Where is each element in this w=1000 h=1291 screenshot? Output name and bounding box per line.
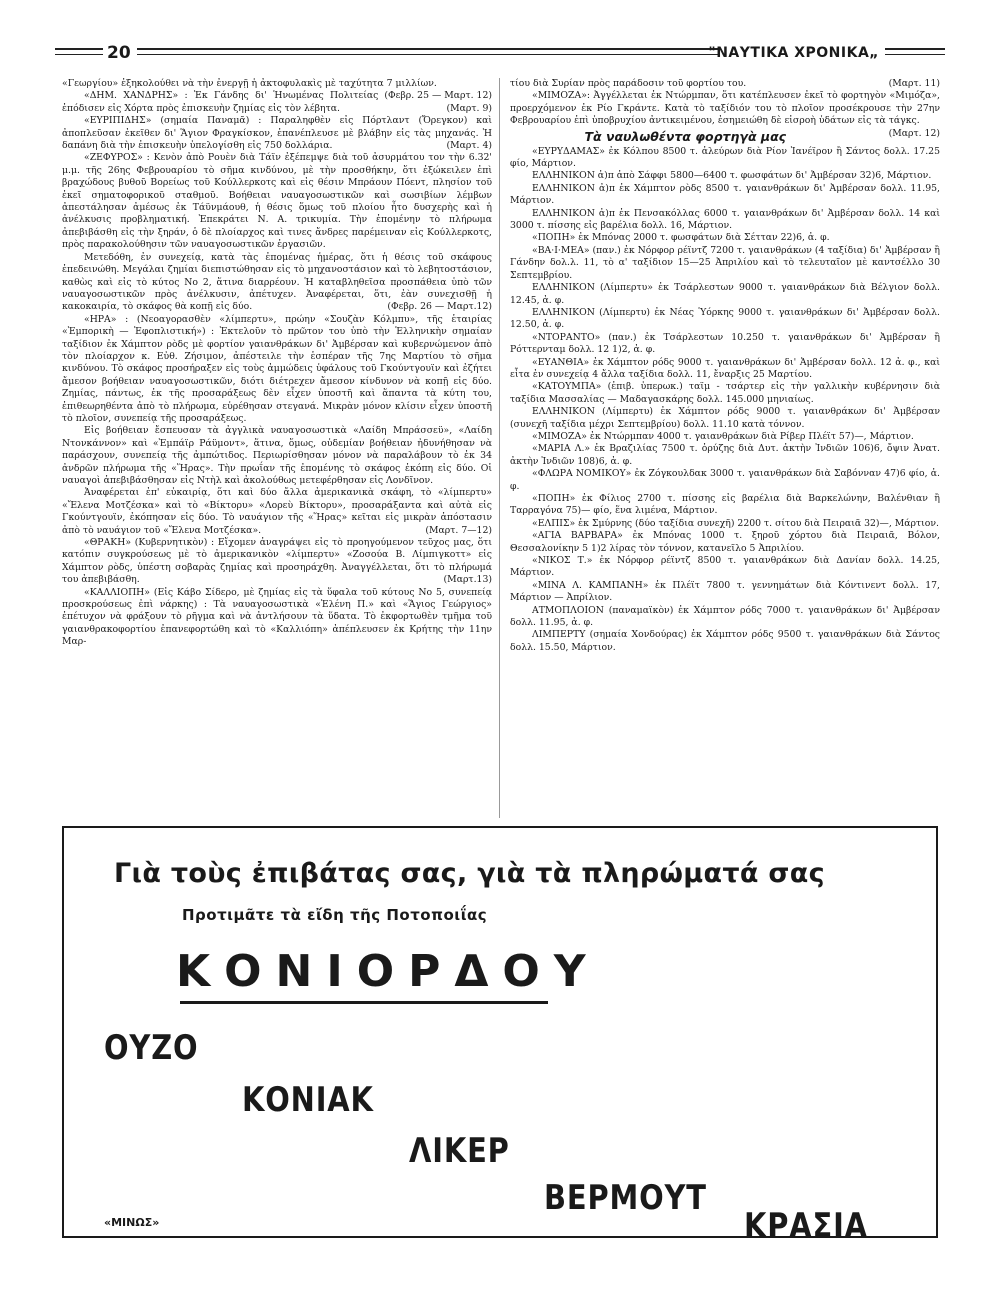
ad-brand: ΚΟΝΙΟΡΔΟΥ	[176, 946, 600, 997]
left-report-date: (Μαρτ. 9)	[446, 102, 492, 114]
charter-paragraph: ΕΛΛΗΝΙΚΟΝ (Λίμπερτυ» ἐκ Τσάρλεστων 9000 τ. γαιανθράκων διὰ Βέλγιον δολλ. 12.45, ἀ. φ.	[510, 282, 940, 306]
header-rule-right-thin	[885, 54, 945, 55]
left-report-text: «ΖΕΦΥΡΟΣ» : Κενὸν ἀπὸ Ρουὲν διὰ Τάϊν ἐξέπεμψε διὰ τοῦ ἀσυρμάτου τον τὴν 6.32' μ.μ. τῆς 26ης Φεβρουαρίου τὸ σῆμα κινδύνου, μὲ τὴν προσθήκην, ὅτι ἐξώκειλεν ἐπὶ βραχώδους βυθοῦ Βορείως τοῦ Κούλλερκοτς καὶ εἰς θέσιν Μπράουν Πόεντ, πλησίον τοῦ ἐκεῖ σηματοφορικοῦ σταθμοῦ. Βοήθειαι ναυαγοσωστικῶν καὶ σωσιβίων λέμβων ἀπεστάλησαν ἀμέσως ἐκ Τάϋνμάουθ, ἡ θέσις ὅμως τοῦ πλοίου ἦτο δυσχερὴς καὶ ἡ ἀνέλκυσις προβληματική. Ἐπεκράτει Ν. Α. τρικυμία. Τὴν ἐπομένην τὸ πλήρωμα ἀπεβιβάσθη εἰς τὴν ξηράν, ὁ δὲ πλοίαρχος καὶ τινες ἄνδρες παρέμειναν εἰς Κούλλερκοτς, πρὸς παρακολούθησιν τῶν ναυαγοσωστικῶν ἐργασιῶν.	[62, 152, 492, 251]
charter-paragraph: «ΠΟΠΗ» ἐκ Μπόνας 2000 τ. φωσφάτων διὰ Σέτταν 22)6, ἀ. φ.	[532, 232, 830, 244]
header-rule-right	[885, 48, 945, 50]
left-report-paragraph	[62, 252, 492, 314]
charter-paragraph: ΕΛΛΗΝΙΚΟΝ (Λίμπερτυ) ἐκ Νέας Ὑόρκης 9000 τ. γαιανθράκων δι' Ἀμβέρσαν δολλ. 12.50, ἀ. φ.	[510, 306, 940, 331]
ad-signature: «ΜΙΝΩΣ»	[104, 1216, 160, 1229]
charter-paragraph: «ΑΓΙΑ ΒΑΡΒΑΡΑ» ἐκ Μπόνας 1000 τ. ξηροῦ χόρτου διὰ Πειραιᾶ, Βόλον, Θεσσαλονίκην 5 1)2 λίρας τὸν τόννον, κατανεῖλο 5 Ἀπριλίου.	[510, 530, 940, 554]
right-report-text: «ΜΙΜΟΖΑ»: Ἀγγέλλεται ἐκ Ντώρμπαν, ὅτι κατέπλευσεν ἐκεῖ τὸ φορτηγὸν «Μιμόζα», προερχόμενον ἐκ Ρίο Γκράντε. Κατὰ τὸ ταξίδιόν του τὸ πλοῖον προσέκρουσε τὴν 27ην Φεβρουαρίου ἐπὶ ὑποβρυχίου ἀντικειμένου, ἐσημειώθη δὲ εἰσροὴ ὑδάτων εἰς τὰ τάγκς.	[510, 90, 940, 127]
left-report-paragraph	[62, 152, 492, 251]
left-column	[62, 78, 492, 649]
left-report-text: Εἰς βοήθειαν ἔσπευσαν τὰ ἀγγλικὰ ναυαγοσωστικὰ «Λαίδη Μπράσσεϋ», «Λαίδη Ντονκάννον» καὶ «Ἐμπάϊρ Ράϋμοντ», ἅτινα, ὅμως, οὐδεμίαν βοήθειαν ἠδυνήθησαν νὰ παράσχουν, συνεπείᾳ τῆς ἀμπώτιδος. Περιωρίσθησαν μόνον νὰ παραλάβουν τὸ ἐκ 34 ἀνδρῶν πλήρωμα τῆς «Ἥρας». Τὴν πρωΐαν τῆς ἐπομένης τὸ σκάφος ἐκόπη εἰς δύο. Οἱ ναυαγοὶ ἀπεβιβάσθησαν εἰς Ντὴλ καὶ ἀκολούθως μετεφέρθησαν εἰς Λονδῖνον.	[62, 425, 492, 486]
ad-subheadline: Προτιμᾶτε τὰ εἴδη τῆς Ποτοποιΐας	[182, 906, 488, 924]
charter-paragraph: «ΜΙΜΟΖΑ» ἐκ Ντώρμπαν 4000 τ. γαιανθράκων διὰ Ρίβερ Πλέϊτ 57)—, Μάρτιον.	[532, 430, 914, 442]
right-report-date: (Μαρτ. 11)	[888, 78, 940, 89]
charter-paragraph: «ΕΛΠΙΣ» ἐκ Σμύρνης (δύο ταξίδια συνεχῆ) 2200 τ. σίτου διὰ Πειραιᾶ 32)—, Μάρτιον.	[532, 517, 939, 529]
header-rule-left	[55, 48, 103, 50]
ad-brand-underline	[180, 1001, 548, 1004]
header-rule-middle	[137, 48, 719, 50]
right-report-text: τίου διὰ Συρίαν πρὸς παράδοσιν τοῦ φορτίου του.	[510, 78, 747, 89]
left-report-date: (Μαρτ.13)	[443, 574, 492, 586]
left-report-text: «ΔΗΜ. ΧΑΝΔΡΗΣ» : Ἐκ Γάνδης δι' Ἡνωμένας Πολιτείας ἐπόδισεν εἰς Χόρτα πρὸς ἐπισκευὴν ζημίας εἰς τὸν λέβητα.	[62, 90, 379, 114]
left-report-date: (Μαρτ. 7—12)	[425, 524, 492, 536]
page-header	[55, 44, 945, 66]
charter-paragraph: ΕΛΛΗΝΙΚΟΝ (Λίμπερτυ) ἐκ Χάμπτον ρόδς 9000 τ. γαιανθράκων δι' Ἀμβέρσαν (συνεχῆ ταξίδια μέχρι Σεπτεμβρίου) δολλ. 11.10 κατὰ τόννον.	[510, 406, 940, 430]
charter-paragraph: ΕΛΛΗΝΙΚΟΝ ἀ)π ἐκ Χάμπτον ρὸδς 8500 τ. γαιανθράκων δι' Ἀμβέρσαν δολλ. 11.95, Μάρτιον.	[510, 182, 940, 207]
ad-product-liker: ΛΙΚΕΡ	[409, 1131, 510, 1171]
charter-paragraph: ΕΛΛΗΝΙΚΟΝ ἀ)π ἐκ Πενσακόλλας 6000 τ. γαιανθράκων δι' Ἀμβέρσαν δολλ. 14 καὶ 3000 τ. πίσσης εἰς βαρέλια δολλ. 16, Μάρτιον.	[510, 207, 940, 232]
left-report-date: (Φεβρ. 25 — Μαρτ. 12)	[384, 90, 492, 102]
left-report-paragraph	[62, 314, 492, 426]
right-column	[510, 78, 940, 654]
charter-paragraph: «ΦΛΩΡΑ ΝΟΜΙΚΟΥ» ἐκ Ζόγκουλδακ 3000 τ. γαιανθράκων διὰ Σαβόνναν 47)6 φίο, ἀ. φ.	[510, 468, 940, 492]
left-report-paragraph	[62, 425, 492, 487]
charter-paragraph: «ΕΥΡΥΔΑΜΑΣ» ἐκ Κόλπου 8500 τ. ἀλεύρων διὰ Ρίον Ἰανέϊρον ἢ Σάντος δολλ. 17.25 φίο, Μάρτιον.	[510, 145, 940, 170]
ad-product-vermout: ΒΕΡΜΟΥΤ	[544, 1178, 707, 1218]
header-rule-middle-thin	[137, 54, 719, 55]
right-report-paragraph	[510, 78, 940, 90]
left-report-text: «ΚΑΛΛΙΟΠΗ» (Εἰς Κάβο Σίδερο, μὲ ζημίας εἰς τὰ ὕφαλα τοῦ κύτους Νο 5, συνεπείᾳ προσκρούσεως ἐπὶ νάρκης) : Τὰ ναυαγοσωστικὰ «Ἑλένη Π.» καὶ «Ἅγιος Γεώργιος» ἐπέτυχον νὰ φράξουν τὸ ρῆγμα καὶ νὰ ἀντλήσουν τὰ ὕδατα. Τὸ ἐκφορτωθὲν τμῆμα τοῦ γαιανθρακοφορτίου ἐπανεφορτώθη καὶ τὸ «Καλλιόπη» ἀπέπλευσεν ἐκ Κρήτης τὴν 11ην Μαρ-	[62, 586, 492, 648]
charter-paragraph: «ΠΟΠΗ» ἐκ Φίλιος 2700 τ. πίσσης εἰς βαρέλια διὰ Βαρκελώνην, Βαλένθιαν ἢ Ταρραγόνα 75)— φίο, ἕνα λιμένα, Μάρτιον.	[510, 493, 940, 517]
left-report-text: «ΘΡΑΚΗ» (Κυβερνητικὸν) : Εἴχομεν ἀναγράψει εἰς τὸ προηγούμενον τεῦχος μας, ὅτι κατόπιν συγκρούσεως μὲ τὸ ἀμερικανικὸν «λίμπερτυ» «Ζοσούα Β. Λίμπιγκοττ» εἰς Χάμπτον ρὸδς, ὑπέστη σοβαρὰς ζημίας καὶ προσηράχθη. Ἀναγγέλλεται, ὅτι τὸ πλήρωμά του ἀπεβιβάσθη.	[62, 537, 492, 586]
charter-paragraph: ΕΛΛΗΝΙΚΟΝ ἀ)π ἀπὸ Σάφφι 5800—6400 τ. φωσφάτων δι' Ἀμβέρσαν 32)6, Μάρτιον.	[532, 170, 932, 182]
ad-product-koniak: ΚΟΝΙΑΚ	[242, 1080, 374, 1120]
page-number: 20	[107, 43, 131, 63]
header-rule-left-thin	[55, 54, 103, 55]
publication-title: "ΝΑΥΤΙΚΑ ΧΡΟΝΙΚΑ„	[708, 45, 879, 61]
charter-paragraph: ΑΤΜΟΠΛΟΙΟΝ (παναμαϊκὸν) ἐκ Χάμπτον ρόδς 7000 τ. γαιανθράκων δι' Ἀμβέρσαν δολλ. 11.95, ἀ. φ.	[510, 604, 940, 629]
left-report-paragraph	[62, 587, 492, 649]
advertisement	[62, 826, 938, 1246]
charter-paragraph: «ΒΑ·Ι·ΜΕΑ» (παν.) ἐκ Νόρφορ ρέϊντζ 7200 τ. γαιανθράκων (4 ταξίδια) δι' Ἀμβέρσαν ἢ Γάνδην δολ.λ. 11, τὸ α' ταξίδιον 15—25 Ἀπριλίου καὶ τὸ τελευταῖον μὲ καντσέλλο 30 Σεπτεμβρίου.	[510, 244, 940, 281]
left-report-paragraph	[62, 115, 492, 152]
ad-product-krasia: ΚΡΑΣΙΑ	[744, 1206, 868, 1246]
left-report-paragraph	[62, 487, 492, 537]
left-report-date: (Φεβρ. 26 — Μαρτ.12)	[387, 301, 492, 313]
charter-paragraph: «ΕΥΑΝΘΙΑ» ἐκ Χάμπτον ρόδς 9000 τ. γαιανθράκων δι' Ἀμβέρσαν δολλ. 12 ἀ. φ., καὶ εἶτα ἐν συνεχείᾳ 4 ἄλλα ταξίδια δολλ. 11, ἔναρξις 25 Μαρτίου.	[510, 356, 940, 380]
left-report-paragraph	[62, 537, 492, 587]
charter-paragraph: ΛΙΜΠΕΡΤΥ (σημαία Χονδούρας) ἐκ Χάμπτον ρόδς 9500 τ. γαιανθράκων διὰ Σάντος δολλ. 15.50, Μάρτιον.	[510, 629, 940, 653]
column-divider	[499, 78, 500, 818]
charter-paragraph: «ΚΑΤΟΥΜΠΑ» (ἐπιβ. ὑπερωκ.) ταϊμ - τσάρτερ εἰς τὴν γαλλικὴν κυβέρνησιν διὰ ταξίδια Μασσαλίας — Μαδαγασκάρης δολλ. 145.000 μηνιαίως.	[510, 381, 940, 405]
charter-paragraph: «ΜΙΝΑ Λ. ΚΑΜΠΑΝΗ» ἐκ Πλέϊτ 7800 τ. γεννημάτων διὰ Κόντινεντ δολλ. 17, Μάρτιον — Ἀπρίλιον.	[510, 579, 940, 604]
charter-paragraph: «ΝΤΟΡΑΝΤΟ» (παν.) ἐκ Τσάρλεστων 10.250 τ. γαιανθράκων δι' Ἀμβέρσαν ἢ Ρόττερνταμ δολλ. 12 1)2, ἀ. φ.	[510, 331, 940, 356]
charter-list	[510, 146, 940, 655]
section-title: Τὰ ναυλωθέντα φορτηγὰ μας	[584, 128, 787, 144]
charter-paragraph: «ΝΙΚΟΣ Τ.» ἐκ Νόρφορ ρέϊντζ 8500 τ. γαιανθράκων διὰ Δανίαν δολλ. 14.25, Μάρτιον.	[510, 555, 940, 579]
left-report-text: «Γεωργίου» ἐξηκολούθει νὰ τὴν ἐνεργῇ ἡ ἀκτοφυλακὶς μὲ ταχύτητα 7 μιλλίων.	[62, 78, 437, 89]
right-report-date: (Μαρτ. 12)	[888, 127, 940, 139]
ad-product-ouzo: ΟΥΖΟ	[104, 1028, 199, 1068]
ad-headline: Γιὰ τοὺς ἐπιβάτας σας, γιὰ τὰ πληρώματά σας	[114, 858, 825, 889]
left-report-text: Μετεδόθη, ἐν συνεχείᾳ, κατὰ τὰς ἐπομένας ἡμέρας, ὅτι ἡ θέσις τοῦ σκάφους ἐπεδεινώθη. Μεγάλαι ζημίαι διεπιστώθησαν εἰς τὸ μηχανοστάσιον καὶ τὸ λεβητοστάσιον, καθὼς καὶ εἰς τὸ κύτος Νο 2, ἅτινα διαρρέουν. Ἡ καταβληθεῖσα προσπάθεια ὑπὸ τῶν ναυαγοσωστικῶν πρὸς ἀνέλκυσιν, ἀπέτυχεν. Ἀναφέρεται, ὅτι, ἐὰν συνεχισθῇ ἡ κακοκαιρία, τὸ σκάφος θὰ κοπῇ εἰς δύο.	[62, 251, 492, 313]
charter-paragraph: «ΜΑΡΙΑ Λ.» ἐκ Βραζιλίας 7500 τ. ὀρύζης διὰ Δυτ. ἀκτὴν Ἰνδιῶν 106)6, ὄψιν Ἀνατ. ἀκτὴν Ἰνδιῶν 108)6, ἀ. φ.	[510, 443, 940, 467]
left-report-text: Ἀναφέρεται ἐπ' εὐκαιρίᾳ, ὅτι καὶ δύο ἄλλα ἀμερικανικὰ σκάφη, τὸ «λίμπερτυ» «Ἔλενα Μοτζέσκα» καὶ τὸ «Βίκτορυ» «Λορεὺ Βίκτορυ», προσαράξαντα καὶ αὐτὰ εἰς Γκούντγουϊν, ἐκόπησαν εἰς δύο. Τὸ ναυάγιον τῆς «Ἥρας» κεῖται εἰς μικρὰν ἀπόστασιν ἀπὸ τὸ ναυάγιον τοῦ «Ἔλενα Μοτζέσκα».	[62, 487, 492, 536]
left-report-text: «ΗΡΑ» : (Νεοαγορασθὲν «λίμπερτυ», πρώην «Σουζὰν Κόλμπυ», τῆς ἑταιρίας «Ἐμπορικὴ — Ἐφοπλιστική») : Ἐκτελοῦν τὸ πρῶτον του ὑπὸ τὴν Ἑλληνικὴν σημαίαν ταξίδιον ἐκ Χάμπτον ρὸδς μὲ φορτίον γαιανθράκων δι' Ἀμβέρσαν καὶ κυβερνώμενον ἀπὸ τὸν πλοίαρχον κ. Εὐθ. Ζήσιμον, ἀπέστειλε τὴν ἑσπέραν τῆς 7ης Μαρτίου τὸ σῆμα κινδύνου. Τὸ σκάφος προσήραξεν εἰς τοὺς ἀμμώδεις ὑφάλους τοῦ Γκούντγουϊν καὶ ἐζήτει ἄμεσον βοήθειαν ναυαγοσωστικῶν, διότι διέτρεχεν ἄμεσον κίνδυνον νὰ κοπῇ εἰς δύο. Ζημίας, πάντως, ἐκ τῆς προσαράξεως δὲν εἶχεν ὑποστῆ καὶ ἅπαντα τὰ κύτη του, ἐπιθεωρηθέντα ἀπὸ τὸ πλήρωμα, εὑρέθησαν στεγανά. Μικρὰν μόνον κλίσιν εἶχεν ὑποστῆ τὸ πλοῖον, συνεπείᾳ τῆς προσαράξεως.	[62, 313, 492, 424]
left-report-text: «ΕΥΡΙΠΙΔΗΣ» (σημαία Παναμᾶ) : Παραληφθὲν εἰς Πόρτλαντ (Ὄρεγκον) καὶ ἀποπλεῦσαν ἐκεῖθεν δι' Ἅγιον Φραγκίσκον, ἐπανέπλευσε μὲ βλάβην εἰς τὰς μηχανάς. Ἡ δαπάνη διὰ τὴν ἐπισκευὴν ὑπελογίσθη εἰς 750 δολλάρια.	[62, 115, 492, 152]
left-report-date: (Μαρτ. 4)	[446, 140, 492, 152]
